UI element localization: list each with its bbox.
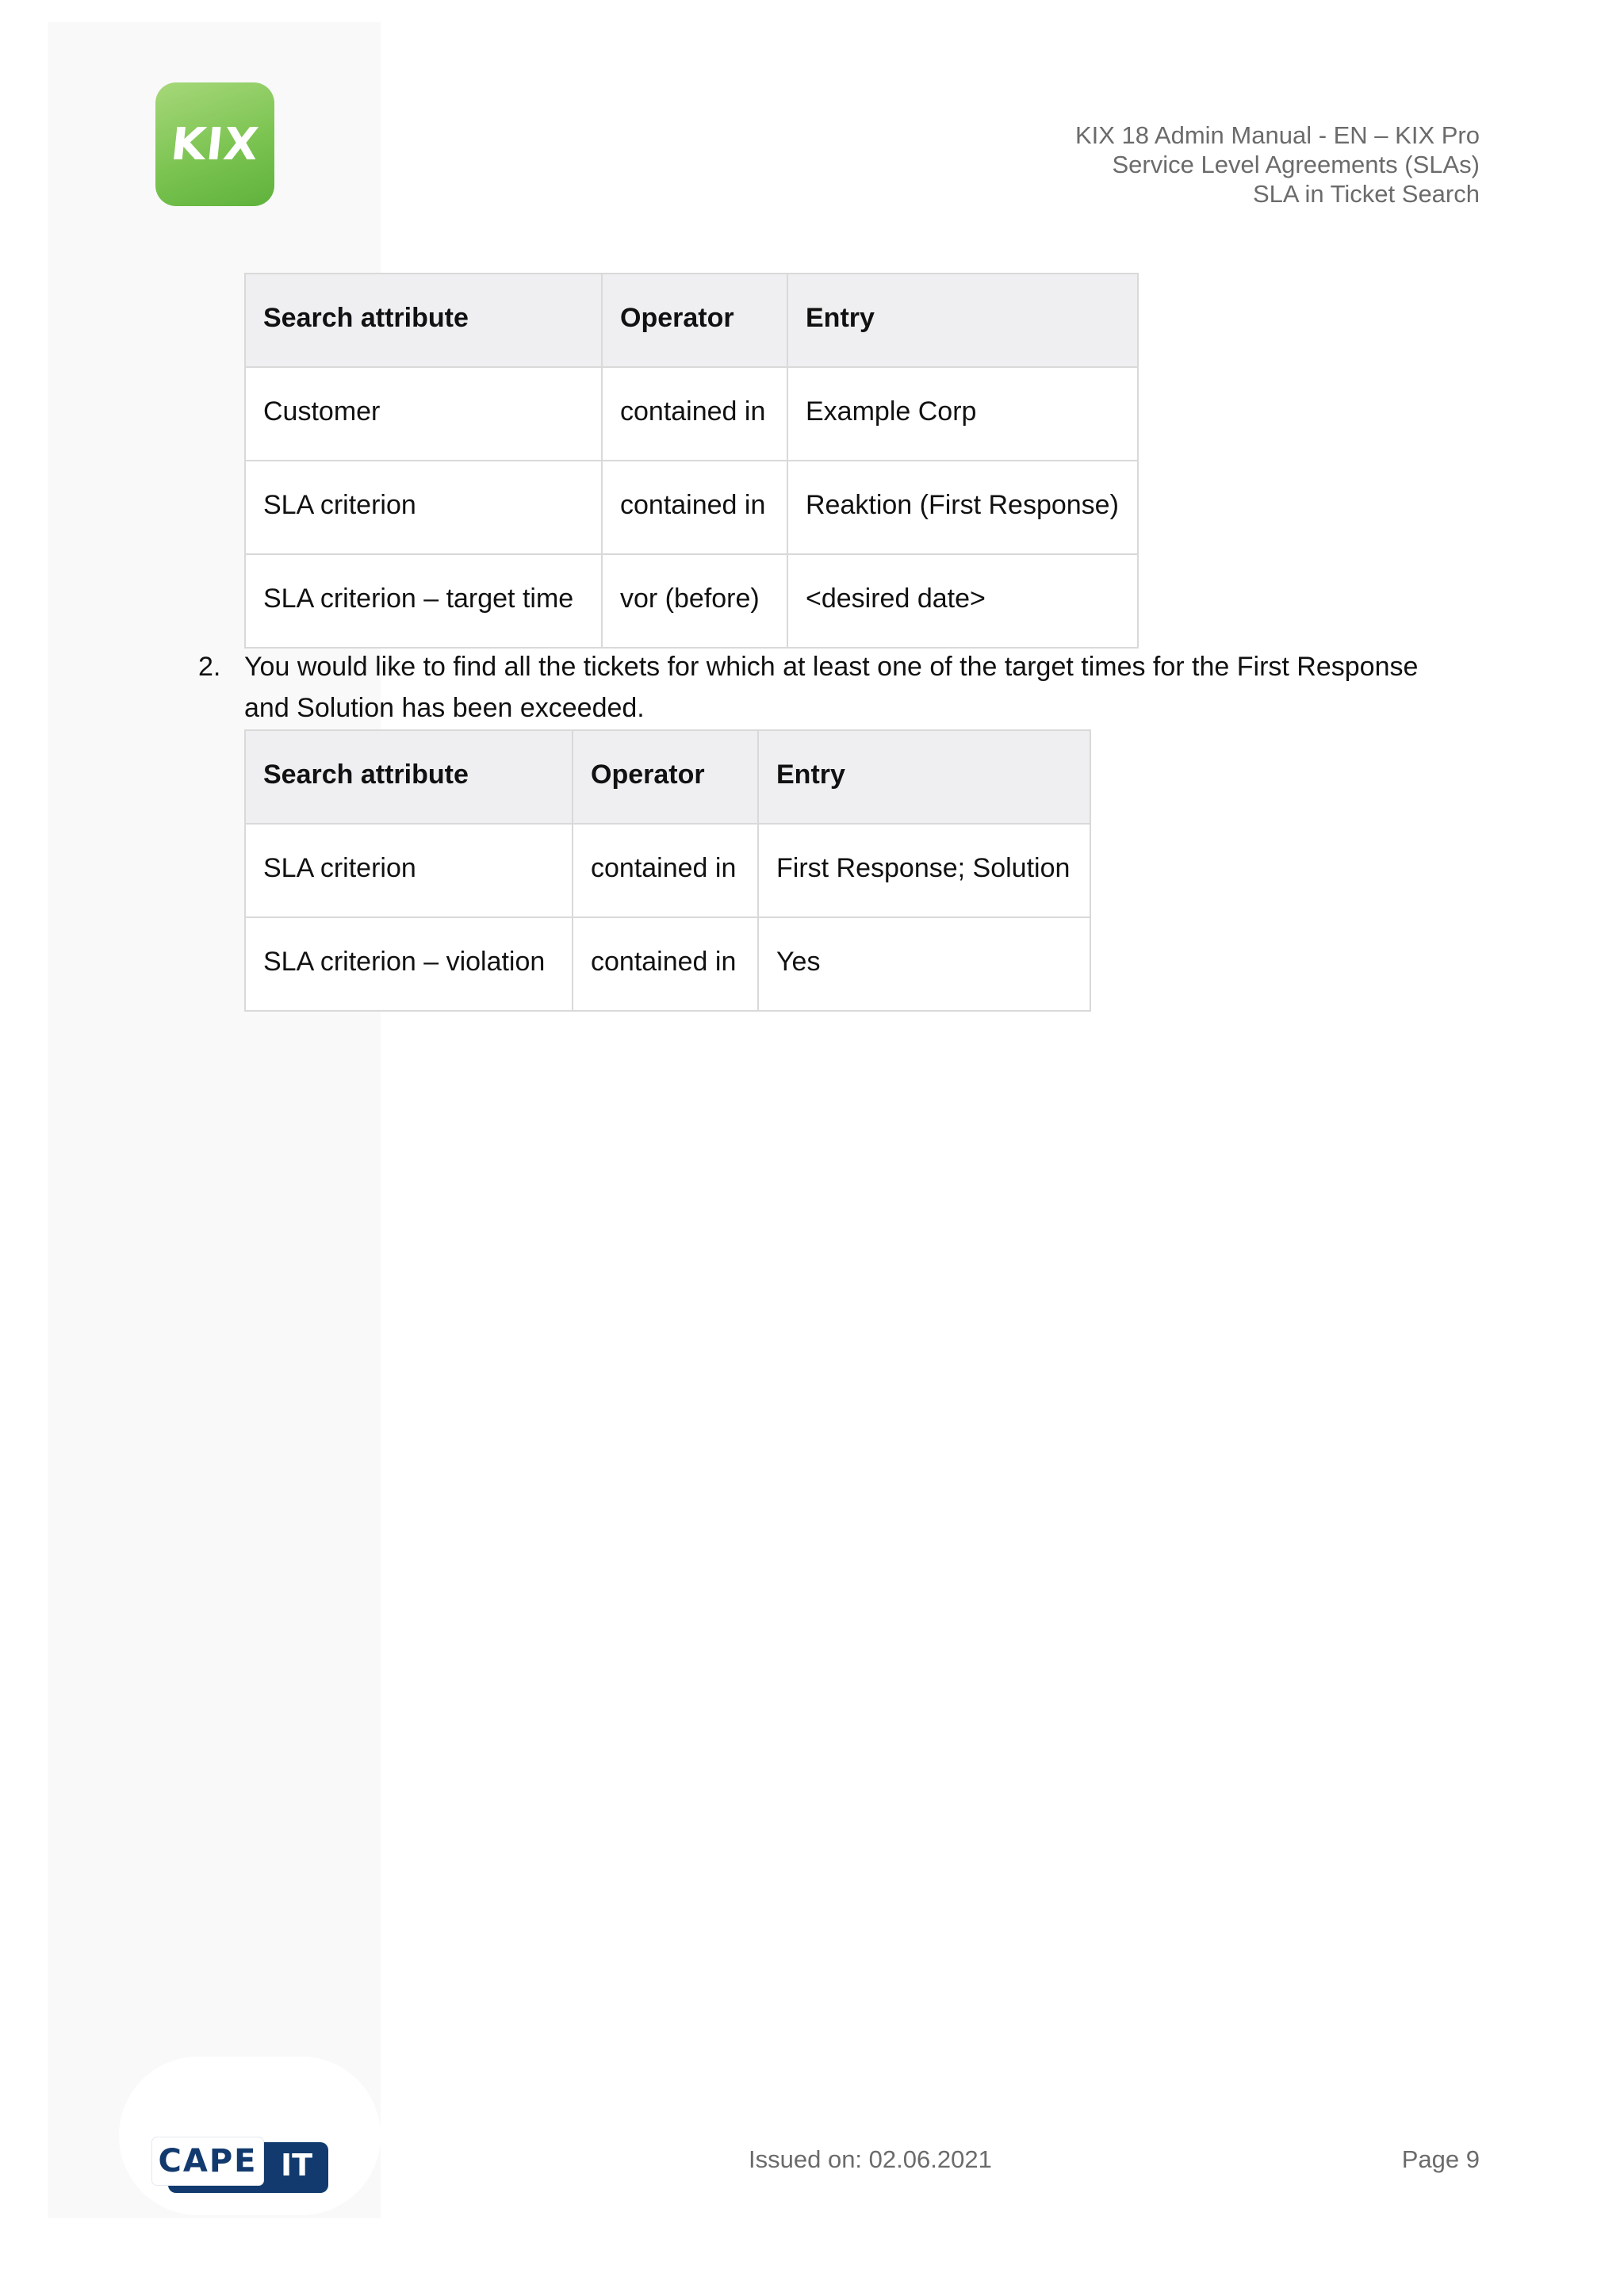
table-cell: Yes (758, 917, 1090, 1011)
header-section: SLA in Ticket Search (1252, 180, 1480, 208)
column-header-entry: Entry (758, 730, 1090, 824)
table-row (245, 367, 1138, 461)
kix-logo-text: KIX (168, 118, 262, 170)
table-cell: Reaktion (First Response) (787, 461, 1138, 554)
cape-logo-text: CAPE (158, 2143, 258, 2179)
column-header-entry: Entry (787, 274, 1138, 367)
table-header-row (245, 274, 1138, 367)
list-number: 2. (198, 652, 221, 682)
table-cell: Customer (245, 367, 602, 461)
column-header-search-attribute: Search attribute (245, 730, 573, 824)
list-text: You would like to find all the tickets for which at least one of the target times for the First Response and Solution has been exceeded. (244, 652, 1419, 723)
table-cell: contained in (573, 917, 758, 1011)
table-cell: SLA criterion – violation (245, 917, 573, 1011)
column-header-operator: Operator (602, 274, 787, 367)
issued-date: Issued on: 02.06.2021 (749, 2145, 992, 2173)
table-row (245, 461, 1138, 554)
header-manual-title: KIX 18 Admin Manual - EN – KIX Pro (1074, 121, 1480, 149)
table-row (245, 824, 1090, 917)
column-header-search-attribute: Search attribute (245, 274, 602, 367)
table-cell: SLA criterion (245, 824, 573, 917)
table-cell: Example Corp (787, 367, 1138, 461)
table-cell: contained in (573, 824, 758, 917)
table-cell: vor (before) (602, 554, 787, 648)
page-number: Page 9 (1401, 2145, 1480, 2173)
table-cell: SLA criterion (245, 461, 602, 554)
table-cell: SLA criterion – target time (245, 554, 602, 648)
table-row (245, 917, 1090, 1011)
it-logo-text: IT (280, 2148, 313, 2183)
cape-it-logo (152, 2137, 328, 2193)
kix-logo (155, 82, 274, 206)
table-cell: contained in (602, 367, 787, 461)
table-cell: <desired date> (787, 554, 1138, 648)
table-row (245, 554, 1138, 648)
cape-it-logo-front (152, 2137, 263, 2185)
table-cell: First Response; Solution (758, 824, 1090, 917)
search-table-2 (244, 729, 1091, 1012)
table-header-row (245, 730, 1090, 824)
page-header (1075, 121, 1480, 209)
header-chapter: Service Level Agreements (SLAs) (1112, 151, 1480, 178)
column-header-operator: Operator (573, 730, 758, 824)
search-table-1 (244, 273, 1139, 649)
table-cell: contained in (602, 461, 787, 554)
